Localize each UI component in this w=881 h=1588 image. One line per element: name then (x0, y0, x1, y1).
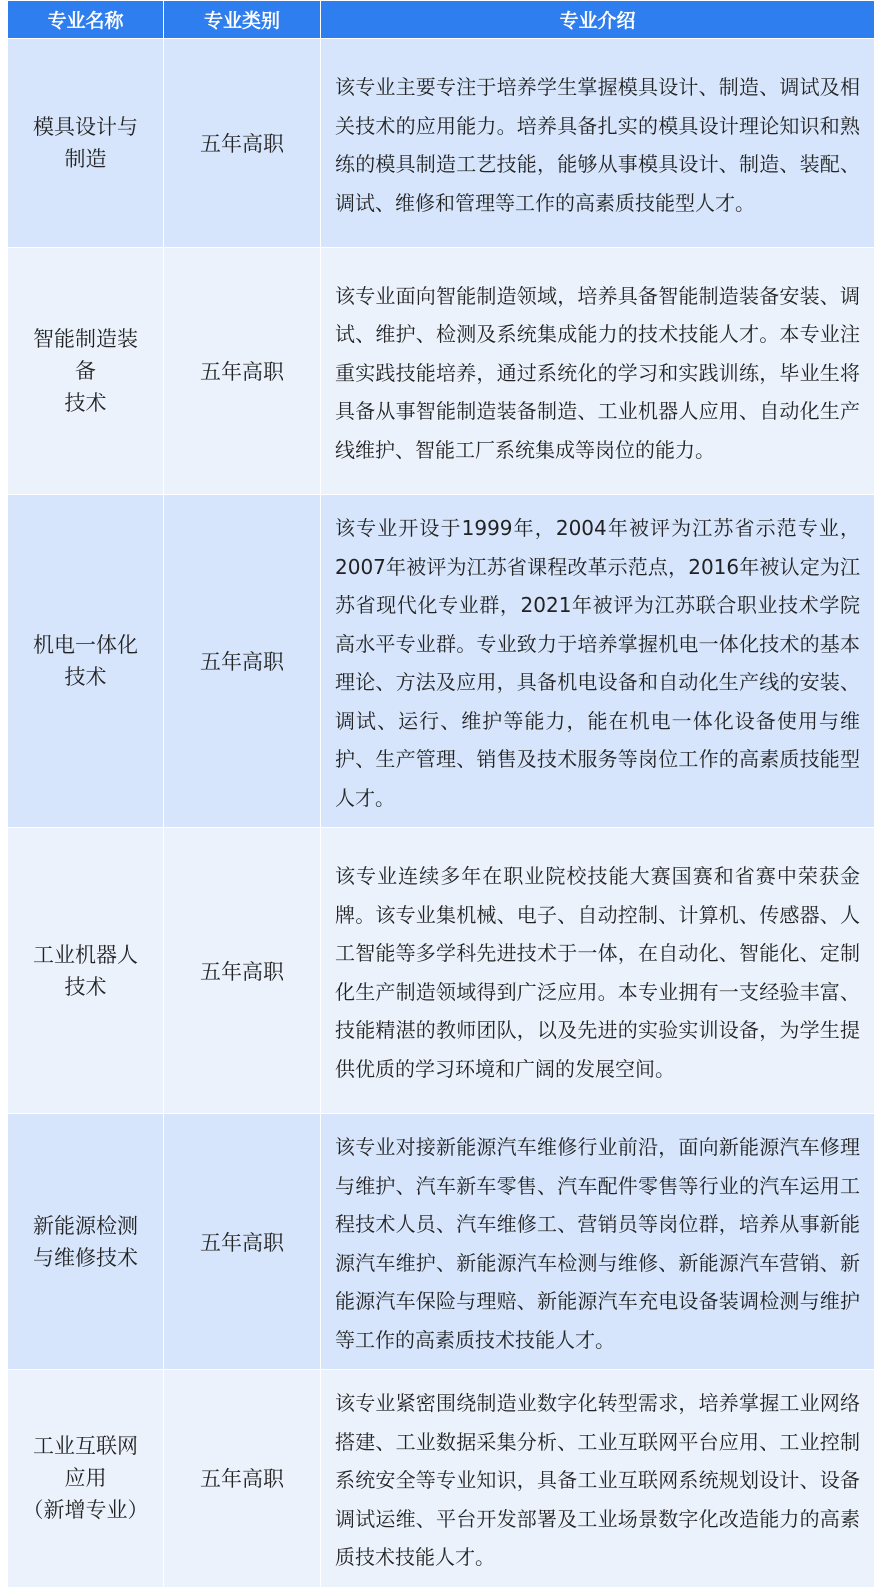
major-category-cell: 五年高职 (164, 828, 321, 1114)
major-name-cell (8, 828, 164, 1114)
major-intro-cell: 该专业主要专注于培养学生掌握模具设计、制造、调试及相关技术的应用能力。培养具备扎实的模具设计理论知识和熟练的模具制造工艺技能，能够从事模具设计、制造、装配、调试、维修和管理等工作的高素质技能型人才。 (321, 39, 875, 248)
major-name-line: 工业机器人 (33, 942, 138, 967)
table-row (8, 1370, 875, 1588)
major-category-cell: 五年高职 (164, 1114, 321, 1370)
major-intro-cell: 该专业紧密围绕制造业数字化转型需求，培养掌握工业网络搭建、工业数据采集分析、工业互联网平台应用、工业控制系统安全等专业知识，具备工业互联网系统规划设计、设备调试运维、平台开发部署及工业场景数字化改造能力的高素质技术技能人才。 (321, 1370, 875, 1588)
major-intro-cell: 该专业连续多年在职业院校技能大赛国赛和省赛中荣获金牌。该专业集机械、电子、自动控制、计算机、传感器、人工智能等多学科先进技术于一体，在自动化、智能化、定制化生产制造领域得到广泛应用。本专业拥有一支经验丰富、技能精湛的教师团队，以及先进的实验实训设备，为学生提供优质的学习环境和广阔的发展空间。 (321, 828, 875, 1114)
major-name-line: 技术 (64, 665, 107, 689)
major-intro-cell: 该专业开设于1999年，2004年被评为江苏省示范专业，2007年被评为江苏省课程改革示范点，2016年被认定为江苏省现代化专业群，2021年被评为江苏联合职业技术学院高水平专业群。专业致力于培养掌握机电一体化技术的基本理论、方法及应用，具备机电设备和自动化生产线的安装、调试、运行、维护等能力，能在机电一体化设备使用与维护、生产管理、销售及技术服务等岗位工作的高素质技能型人才。 (321, 495, 875, 828)
major-name-line: 备 (75, 359, 96, 383)
major-name-line: 机电一体化 (33, 633, 138, 657)
major-name-cell (8, 248, 164, 495)
major-category-cell: 五年高职 (164, 1370, 321, 1588)
major-intro-cell: 该专业面向智能制造领域，培养具备智能制造装备安装、调试、维护、检测及系统集成能力的技术技能人才。本专业注重实践技能培养，通过系统化的学习和实践训练，毕业生将具备从事智能制造装备制造、工业机器人应用、自动化生产线维护、智能工厂系统集成等岗位的能力。 (321, 248, 875, 495)
major-intro-cell: 该专业对接新能源汽车维修行业前沿，面向新能源汽车修理与维护、汽车新车零售、汽车配件零售等行业的汽车运用工程技术人员、汽车维修工、营销员等岗位群，培养从事新能源汽车维护、新能源汽车检测与维修、新能源汽车营销、新能源汽车保险与理赔、新能源汽车充电设备装调检测与维护等工作的高素质技术技能人才。 (321, 1114, 875, 1370)
major-name-cell (8, 1370, 164, 1588)
major-name-line: 模具设计与 (33, 115, 138, 139)
table-row (8, 495, 875, 828)
table-row (8, 248, 875, 495)
header-major-intro: 专业介绍 (321, 1, 875, 39)
major-category-cell: 五年高职 (164, 248, 321, 495)
table-header-row (8, 1, 875, 39)
majors-table (7, 0, 875, 1588)
major-name-line: 技术 (64, 974, 107, 999)
major-name-line: 工业互联网 (33, 1434, 138, 1459)
major-name-line: 应用 (64, 1466, 107, 1491)
major-name-cell (8, 39, 164, 248)
major-category-cell: 五年高职 (164, 495, 321, 828)
major-name-line: （新增专业） (22, 1498, 149, 1523)
major-name-line: 智能制造装 (33, 327, 138, 351)
major-name-line: 制造 (64, 147, 107, 171)
major-name-line: 与维修技术 (33, 1245, 138, 1270)
header-major-name: 专业名称 (8, 1, 164, 39)
major-name-cell (8, 1114, 164, 1370)
major-name-line: 新能源检测 (33, 1213, 138, 1238)
table-row (8, 39, 875, 248)
major-category-cell: 五年高职 (164, 39, 321, 248)
header-major-category: 专业类别 (164, 1, 321, 39)
table-row (8, 828, 875, 1114)
major-name-line: 技术 (64, 391, 107, 415)
table-row (8, 1114, 875, 1370)
major-name-cell (8, 495, 164, 828)
